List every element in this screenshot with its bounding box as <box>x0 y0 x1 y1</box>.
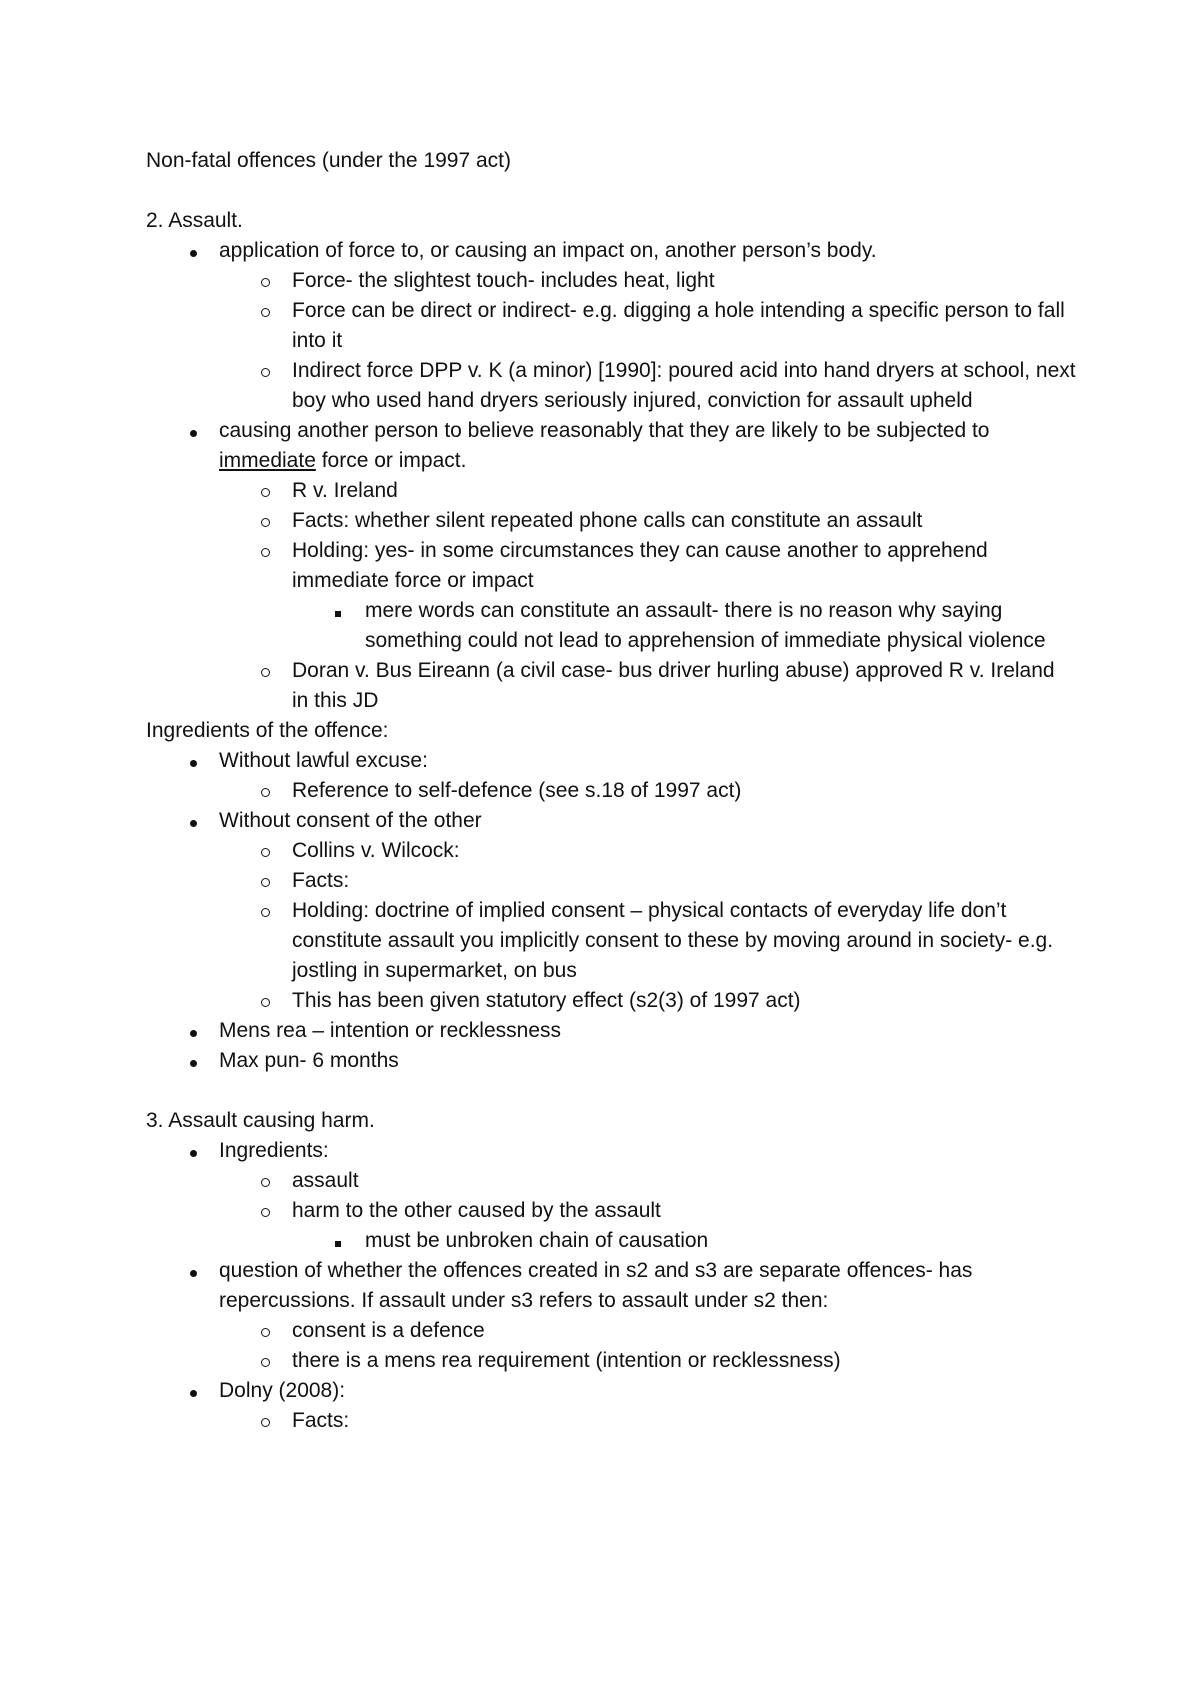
list-item <box>146 266 1076 296</box>
list-item-text: Max pun- 6 months <box>219 1049 399 1072</box>
square-bullet-icon <box>326 1226 350 1256</box>
circle-bullet-icon <box>253 776 277 806</box>
circle-bullet-icon <box>253 836 277 866</box>
list-item <box>146 1406 1076 1436</box>
list-item <box>146 1016 1076 1046</box>
list-item <box>146 1136 1076 1166</box>
list-item <box>146 596 1076 656</box>
list-item-text: Reference to self-defence (see s.18 of 1997 act) <box>292 779 742 802</box>
list-item <box>146 896 1076 986</box>
blank-line <box>146 1076 1076 1106</box>
circle-bullet-icon <box>253 356 277 386</box>
list-item <box>146 1196 1076 1226</box>
list-item-text: application of force to, or causing an impact on, another person’s body. <box>219 239 877 262</box>
circle-bullet-icon <box>253 1316 277 1346</box>
list-item <box>146 476 1076 506</box>
circle-bullet-icon <box>253 1406 277 1436</box>
list-item-text: there is a mens rea requirement (intention or recklessness) <box>292 1349 841 1372</box>
list-item-text: Facts: <box>292 869 350 892</box>
list-item <box>146 1166 1076 1196</box>
list-item-text: assault <box>292 1169 359 1192</box>
circle-bullet-icon <box>253 476 277 506</box>
list-item-text: Without consent of the other <box>219 809 482 832</box>
underlined-word: immediate <box>219 449 316 472</box>
list-item <box>146 416 1076 476</box>
list-item <box>146 1376 1076 1406</box>
circle-bullet-icon <box>253 1196 277 1226</box>
circle-bullet-icon <box>253 896 277 926</box>
circle-bullet-icon <box>253 656 277 686</box>
list-item-text: consent is a defence <box>292 1319 485 1342</box>
list-item <box>146 536 1076 596</box>
bullet-icon <box>181 806 205 836</box>
document-page <box>146 146 1076 1436</box>
list-item <box>146 356 1076 416</box>
list-item <box>146 1046 1076 1076</box>
list-item-text: Facts: whether silent repeated phone calls can constitute an assault <box>292 509 923 532</box>
section-heading-assault: 2. Assault. <box>146 209 243 232</box>
square-bullet-icon <box>326 596 350 626</box>
list-item <box>146 1316 1076 1346</box>
bullet-icon <box>181 1376 205 1406</box>
circle-bullet-icon <box>253 506 277 536</box>
bullet-icon <box>181 416 205 446</box>
list-item-text <box>219 419 990 472</box>
list-item-text: Mens rea – intention or recklessness <box>219 1019 561 1042</box>
list-item <box>146 836 1076 866</box>
bullet-icon <box>181 1046 205 1076</box>
list-item-text: Ingredients: <box>219 1139 329 1162</box>
bullet-icon <box>181 746 205 776</box>
circle-bullet-icon <box>253 866 277 896</box>
list-item <box>146 656 1076 716</box>
list-item <box>146 866 1076 896</box>
list-item-text: Holding: doctrine of implied consent – physical contacts of everyday life don’t constitute assault you implicitly consent to these by moving around in society- e.g. jostling in supermarket, on bus <box>292 899 1054 982</box>
list-item-text: This has been given statutory effect (s2(3) of 1997 act) <box>292 989 801 1012</box>
list-item-text: Doran v. Bus Eireann (a civil case- bus driver hurling abuse) approved R v. Ireland in this JD <box>292 659 1055 712</box>
list-item-text: harm to the other caused by the assault <box>292 1199 661 1222</box>
list-item <box>146 236 1076 266</box>
list-item-text: Dolny (2008): <box>219 1379 346 1402</box>
list-item <box>146 506 1076 536</box>
list-item <box>146 1226 1076 1256</box>
circle-bullet-icon <box>253 1166 277 1196</box>
list-item <box>146 296 1076 356</box>
text-segment: causing another person to believe reasonably that they are likely to be subjected to <box>219 419 990 442</box>
list-item <box>146 776 1076 806</box>
list-item-text: Holding: yes- in some circumstances they can cause another to apprehend immediate force or impact <box>292 539 988 592</box>
bullet-icon <box>181 236 205 266</box>
circle-bullet-icon <box>253 986 277 1016</box>
bullet-icon <box>181 1136 205 1166</box>
circle-bullet-icon <box>253 296 277 326</box>
list-item <box>146 1256 1076 1316</box>
document-title: Non-fatal offences (under the 1997 act) <box>146 149 512 172</box>
list-item-text: Force- the slightest touch- includes heat, light <box>292 269 715 292</box>
text-segment: force or impact. <box>321 449 467 472</box>
section-heading-ingredients: Ingredients of the offence: <box>146 719 389 742</box>
circle-bullet-icon <box>253 1346 277 1376</box>
list-item <box>146 806 1076 836</box>
list-item-text: Facts: <box>292 1409 350 1432</box>
bullet-icon <box>181 1016 205 1046</box>
list-item <box>146 1346 1076 1376</box>
list-item-text: mere words can constitute an assault- there is no reason why saying something could not lead to apprehension of immediate physical violence <box>365 599 1046 652</box>
list-item-text: question of whether the offences created in s2 and s3 are separate offences- has repercussions. If assault under s3 refers to assault under s2 then: <box>219 1259 973 1312</box>
list-item-text: Indirect force DPP v. K (a minor) [1990]: poured acid into hand dryers at school, next boy who used hand dryers seriously injured, conviction for assault upheld <box>292 359 1076 412</box>
list-item-text: must be unbroken chain of causation <box>365 1229 709 1252</box>
list-item-text: Without lawful excuse: <box>219 749 428 772</box>
list-item <box>146 746 1076 776</box>
list-item-text: Force can be direct or indirect- e.g. digging a hole intending a specific person to fall into it <box>292 299 1065 352</box>
circle-bullet-icon <box>253 536 277 566</box>
list-item-text: R v. Ireland <box>292 479 398 502</box>
section-heading-assault-causing-harm: 3. Assault causing harm. <box>146 1109 375 1132</box>
circle-bullet-icon <box>253 266 277 296</box>
list-item <box>146 986 1076 1016</box>
blank-line <box>146 176 1076 206</box>
bullet-icon <box>181 1256 205 1286</box>
list-item-text: Collins v. Wilcock: <box>292 839 460 862</box>
